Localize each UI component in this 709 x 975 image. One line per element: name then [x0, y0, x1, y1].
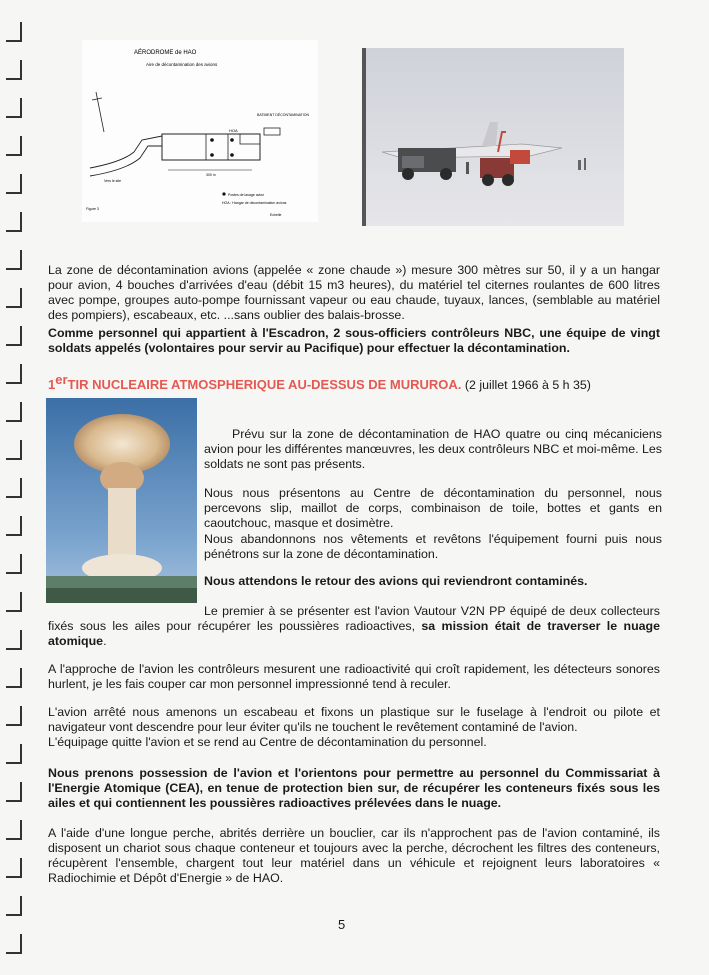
para-personnel: Comme personnel qui appartient à l'Escadron, 2 sous-officiers contrôleurs NBC, une équipe de vingt soldats appelés (volontaires pour servir au Pacifique) pour effectuer la décontamination. — [48, 326, 660, 355]
scale-label: Echelle — [270, 213, 282, 217]
building-label: BATIMENT DÉCONTAMINATION — [257, 113, 310, 117]
para-stopped: L'avion arrêté nous amenons un escabeau et fixons un plastique sur le fuselage à l'endroit ou pilote et navigateur vont descendre pour leur éviter qu'ils ne touchent le revêtement contaminé de l'avion. — [48, 705, 660, 734]
figure-label: Figure 3 — [86, 207, 99, 211]
para-zone-description: La zone de décontamination avions (appelée « zone chaude ») mesure 300 mètres sur 50, il y a un hangar pour avion, 4 bouches d'arrivées d'eau (débit 15 m3 heures), du matériel tel citernes roulantes de 600 litres avec pompe, groupes auto-pompe fournissant vapeur ou eau chaude, tuyaux, lances, (semblable au matériel des pompiers), escabeaux, etc. ...sans oublier des balais-brosse. — [48, 263, 660, 322]
para-crew: L'équipage quitte l'avion et se rend au Centre de décontamination du personnel. — [48, 735, 487, 749]
diagram-title: AÉRODROME de HAO — [134, 50, 197, 56]
para-waiting: Nous attendons le retour des avions qui reviendront contaminés. — [204, 574, 588, 588]
dimension-label: 300 m — [206, 173, 216, 177]
heading-sup: er — [55, 372, 68, 387]
road-label: Vers le site — [104, 179, 122, 183]
para-planned: Prévu sur la zone de décontamination de HAO quatre ou cinq mécaniciens avion pour les différentes manœuvres, les deux contrôleurs NBC et moi-même. Les soldats ne sont pas présents. — [204, 427, 662, 471]
para-first-aircraft — [48, 604, 660, 649]
heading-num: 1 — [48, 377, 56, 393]
legend-1: Postes de lavage avion — [228, 193, 265, 197]
para-possession: Nous prenons possession de l'avion et l'orientons pour permettre au personnel du Commissariat à l'Energie Atomique (CEA), en tenue de protection bien sur, de récupérer les conteneurs fixés sous les ailes et qui contiennent les poussières radioactives prélevées dans le nuage. — [48, 766, 660, 810]
binder-rings — [0, 0, 26, 975]
para-abandon: Nous abandonnons nos vêtements et revêtons l'équipement fourni puis nous pénétrons sur la zone de décontamination. — [204, 532, 662, 561]
section-heading — [48, 372, 591, 392]
para5-start: Le premier à se présenter est l'avion Vautour V2N PP équipé de deux collecteurs fixés sous les ailes pour récupérer les poussières radioactives, — [48, 604, 660, 633]
legend-2: HOA : Hangar de décontamination avions — [222, 201, 287, 205]
page-number: 5 — [338, 917, 346, 932]
para-perche: A l'aide d'une longue perche, abrités derrière un bouclier, car ils n'approchent pas de l'avion contaminé, ils disposent un chariot sous chaque conteneur et toujours avec la perche, décrochent les filtres des conteneurs, récupèrent l'ensemble, chargent tout leur matériel dans un véhicule et rejoignent leurs laboratoires « Radiochimie et Dépôt d'Energie » de HAO. — [48, 826, 660, 885]
para-present: Nous nous présentons au Centre de décontamination du personnel, nous percevons slip, maillot de corps, combinaison de toile, bottes et gants en caoutchouc, masque et dosimètre. — [204, 486, 662, 530]
para-approach: A l'approche de l'avion les contrôleurs mesurent une radioactivité qui croît rapidement, les détecteurs sonores hurlent, je les fais couper car mon personnel impressionné tend à reculer. — [48, 662, 660, 691]
hoa-label: HOA — [229, 128, 238, 133]
para5-bold: sa mission était de traverser le nuage atomique — [48, 619, 660, 648]
diagram-subtitle: Aire de décontamination des avions — [146, 62, 218, 67]
mushroom-cloud-photo — [46, 398, 197, 603]
heading-title: TIR NUCLEAIRE ATMOSPHERIQUE AU-DESSUS DE MURUROA. — [67, 377, 462, 393]
aerodrome-diagram — [82, 40, 318, 222]
aircraft-photo — [362, 48, 624, 226]
para5-end: . — [103, 634, 107, 648]
heading-date: (2 juillet 1966 à 5 h 35) — [464, 378, 591, 393]
